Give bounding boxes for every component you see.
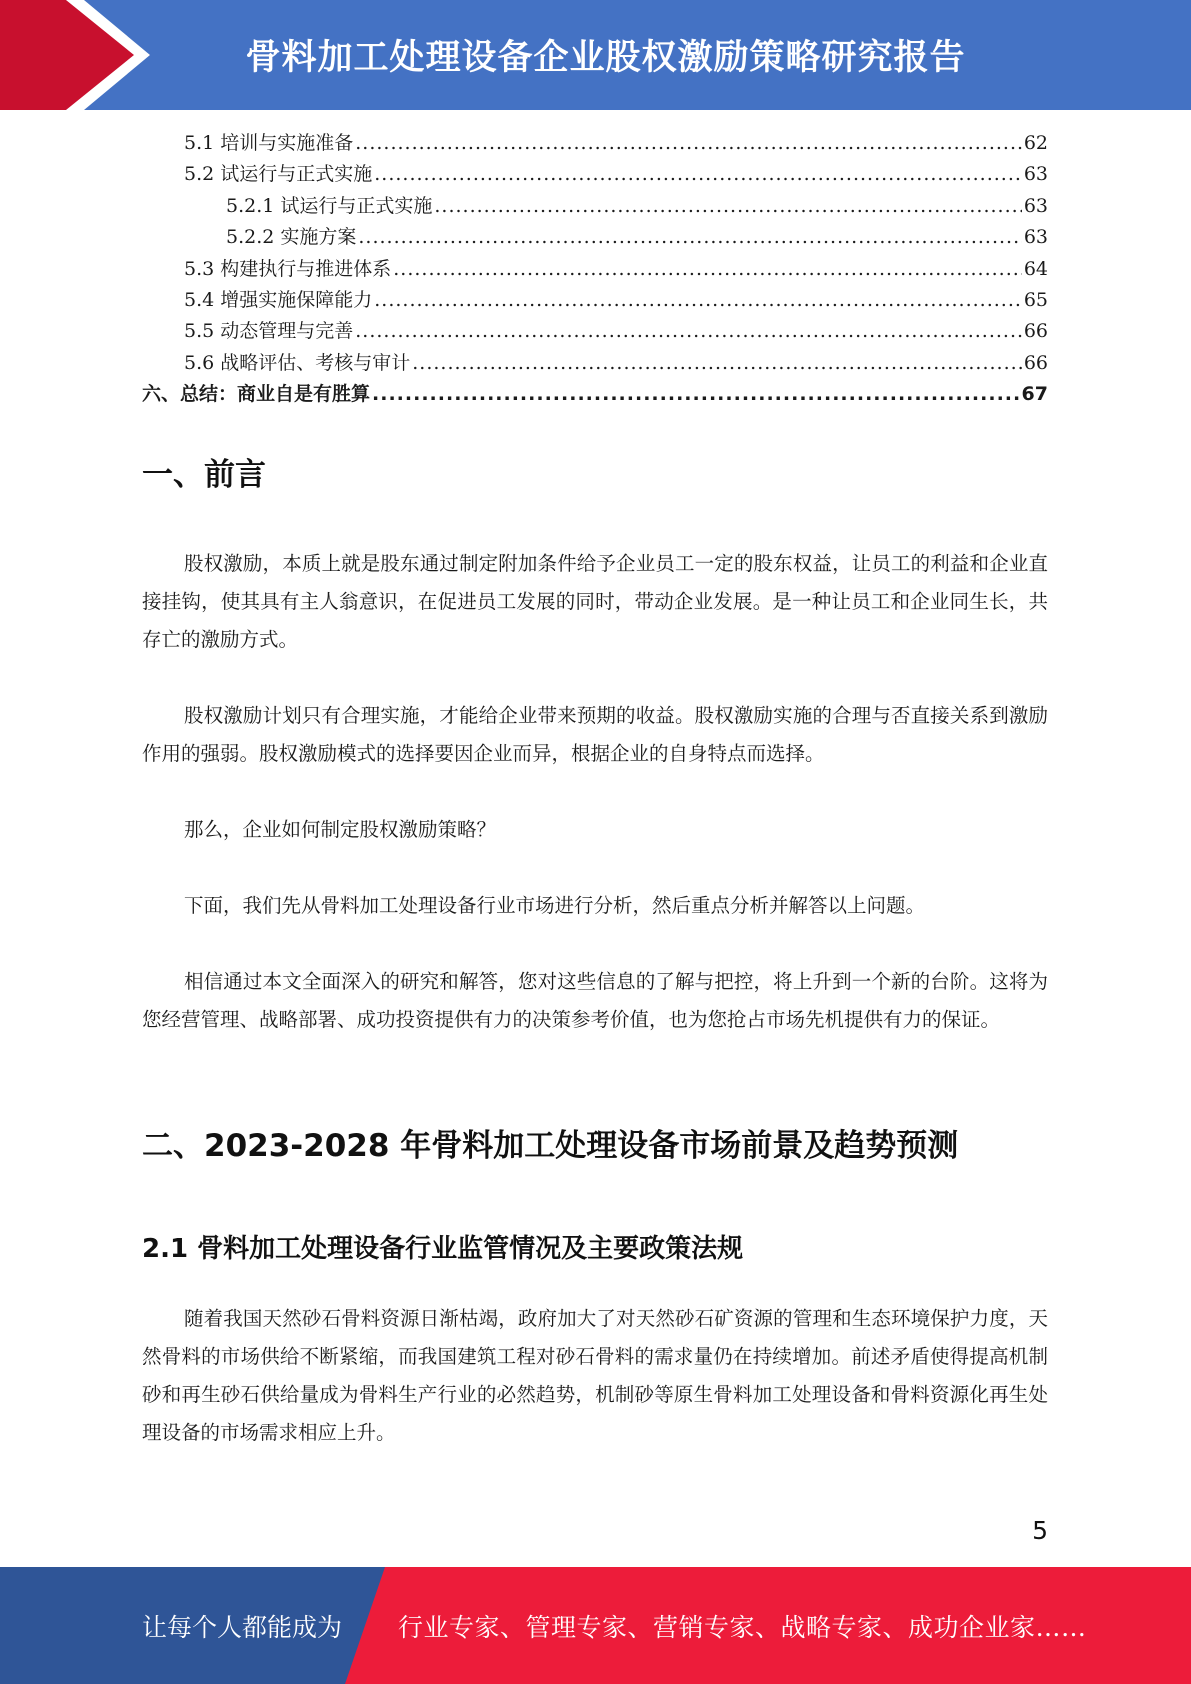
toc-entry-label: 5.2.2 实施方案 bbox=[226, 226, 357, 249]
subsection-heading: 2.1 骨料加工处理设备行业监管情况及主要政策法规 bbox=[142, 1234, 744, 1264]
toc-entry-page: 65 bbox=[1023, 288, 1048, 311]
toc-entry-label: 5.5 动态管理与完善 bbox=[184, 320, 354, 343]
toc-entry[interactable] bbox=[142, 254, 1048, 285]
paragraph: 股权激励计划只有合理实施，才能给企业带来预期的收益。股权激励实施的合理与否直接关系到激励作用的强弱。股权激励模式的选择要因企业而异，根据企业的自身特点而选择。 bbox=[142, 704, 1048, 765]
toc-entry-label: 5.2.1 试运行与正式实施 bbox=[226, 194, 433, 217]
toc-leader-dots bbox=[355, 128, 1022, 159]
toc-entry-label: 5.4 增强实施保障能力 bbox=[184, 288, 373, 311]
footer-slogan-left: 让每个人都能成为 bbox=[142, 1612, 343, 1642]
toc-leader-dots bbox=[358, 222, 1021, 253]
page-number: 5 bbox=[1032, 1516, 1048, 1545]
toc-leader-dots bbox=[412, 348, 1022, 379]
toc-entry[interactable] bbox=[142, 222, 1048, 253]
section-heading-preface: 一、前言 bbox=[142, 457, 266, 493]
toc-leader-dots bbox=[393, 254, 1022, 285]
toc-entry[interactable] bbox=[142, 159, 1048, 190]
toc-entry[interactable] bbox=[142, 128, 1048, 159]
paragraph: 随着我国天然砂石骨料资源日渐枯竭，政府加大了对天然砂石矿资源的管理和生态环境保护力度，天然骨料的市场供给不断紧缩，而我国建筑工程对砂石骨料的需求量仍在持续增加。前述矛盾使得提高机制砂和再生砂石供给量成为骨料生产行业的必然趋势，机制砂等原生骨料加工处理设备和骨料资源化再生处理设备的市场需求相应上升。 bbox=[142, 1307, 1048, 1444]
paragraph: 相信通过本文全面深入的研究和解答，您对这些信息的了解与把控，将上升到一个新的台阶。这将为您经营管理、战略部署、成功投资提供有力的决策参考价值，也为您抢占市场先机提供有力的保证。 bbox=[142, 970, 1048, 1031]
toc-entry-page: 63 bbox=[1023, 163, 1048, 186]
page-header bbox=[0, 0, 1191, 110]
toc-entry-page: 67 bbox=[1021, 383, 1048, 406]
paragraph: 股权激励，本质上就是股东通过制定附加条件给予企业员工一定的股东权益，让员工的利益和企业直接挂钩，使其具有主人翁意识，在促进员工发展的同时，带动企业发展。是一种让员工和企业同生长，共存亡的激励方式。 bbox=[142, 552, 1048, 651]
toc-entry-page: 66 bbox=[1023, 351, 1048, 374]
paragraph: 下面，我们先从骨料加工处理设备行业市场进行分析，然后重点分析并解答以上问题。 bbox=[184, 894, 926, 917]
toc-leader-dots bbox=[372, 379, 1020, 410]
toc-entry-label: 5.2 试运行与正式实施 bbox=[184, 163, 373, 186]
footer-slogan-right: 行业专家、管理专家、营销专家、战略专家、成功企业家…… bbox=[398, 1612, 1087, 1642]
toc-entry[interactable] bbox=[142, 285, 1048, 316]
toc-entry[interactable] bbox=[142, 348, 1048, 379]
toc-entry-page: 63 bbox=[1023, 226, 1048, 249]
toc-entry[interactable] bbox=[142, 316, 1048, 347]
toc-entry-page: 62 bbox=[1023, 132, 1048, 154]
page-footer bbox=[0, 1567, 1191, 1684]
report-title: 骨料加工处理设备企业股权激励策略研究报告 bbox=[245, 38, 966, 78]
toc-leader-dots bbox=[434, 191, 1021, 222]
toc-entry-label: 六、总结：商业自是有胜算 bbox=[142, 383, 371, 406]
toc-leader-dots bbox=[355, 316, 1022, 347]
toc-entry-label: 5.6 战略评估、考核与审计 bbox=[184, 351, 411, 374]
header-chevron-decoration bbox=[0, 0, 160, 110]
toc-leader-dots bbox=[374, 159, 1022, 190]
section-heading-market: 二、2023-2028 年骨料加工处理设备市场前景及趋势预测 bbox=[142, 1128, 959, 1164]
toc-entry-page: 63 bbox=[1023, 194, 1048, 217]
paragraph: 那么，企业如何制定股权激励策略？ bbox=[184, 818, 497, 841]
toc-entry-page: 64 bbox=[1023, 257, 1048, 280]
toc-entry-chapter[interactable] bbox=[142, 379, 1048, 410]
toc-entry-page: 66 bbox=[1023, 320, 1048, 343]
table-of-contents bbox=[142, 128, 1048, 411]
red-chevron bbox=[0, 0, 150, 110]
toc-entry-label: 5.3 构建执行与推进体系 bbox=[184, 257, 392, 280]
toc-entry[interactable] bbox=[142, 191, 1048, 222]
toc-entry-label: 5.1 培训与实施准备 bbox=[184, 132, 354, 154]
toc-leader-dots bbox=[374, 285, 1022, 316]
